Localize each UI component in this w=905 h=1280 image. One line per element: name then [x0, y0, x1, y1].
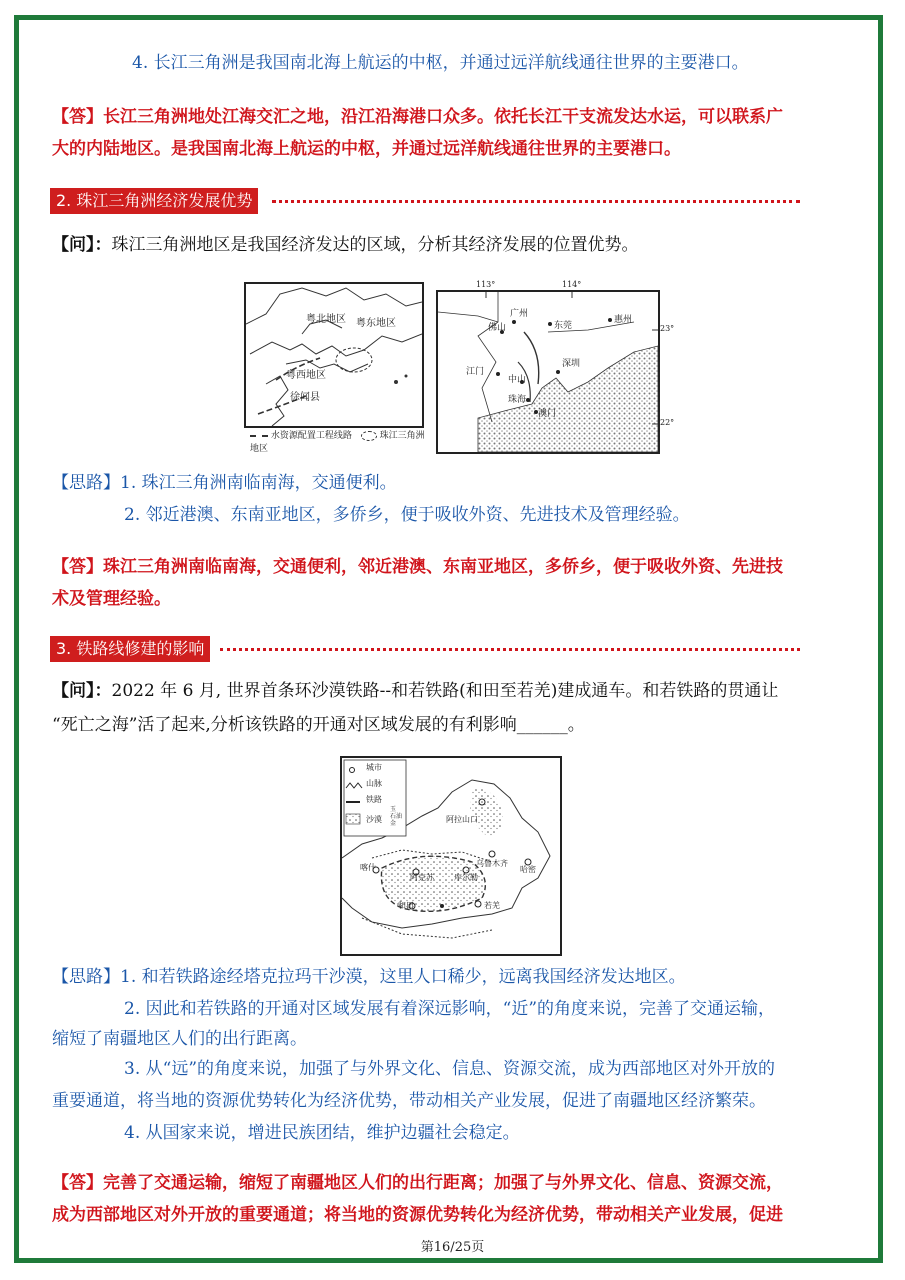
- section-2-header: [50, 188, 855, 214]
- city-label: 库尔勒: [454, 873, 478, 882]
- section3-thinking-1: 【思路】1. 和若铁路途经塔克拉玛干沙漠，这里人口稀少，远离我国经济发达地区。: [52, 967, 686, 987]
- answer1-line2: 大的内陆地区。是我国南北海上航运的中枢，并通过远洋航线通往世界的主要港口。: [52, 139, 681, 159]
- answer-tag: 【答】: [52, 1173, 103, 1193]
- section3-thinking-3a: 3. 从“远”的角度来说，加强了与外界文化、信息、资源交流，成为西部地区对外开放的: [124, 1059, 776, 1079]
- legend-item: 珠江三角洲地区: [250, 431, 425, 454]
- lat-label: 22°: [660, 418, 675, 427]
- lon-label: 113°: [476, 280, 496, 289]
- section-3-title: 3. 铁路线修建的影响: [50, 636, 210, 662]
- section-3-header: [50, 636, 855, 662]
- answer-tag: 【答】: [52, 107, 103, 127]
- city-label: 乌鲁木齐: [476, 859, 508, 868]
- city-label: 澳门: [538, 409, 557, 419]
- section3-thinking-4: 4. 从国家来说，增进民族团结，维护边疆社会稳定。: [124, 1123, 520, 1143]
- xinjiang-map: [340, 756, 562, 956]
- map-label: 粤西地区: [286, 370, 326, 381]
- legend-label: 山脉: [366, 779, 382, 788]
- item-4: 4. 长江三角洲是我国南北海上航运的中枢，并通过远洋航线通往世界的主要港口。: [132, 53, 749, 73]
- city-label: 惠州: [614, 315, 633, 325]
- lat-label: 23°: [660, 324, 675, 333]
- city-label: 佛山: [488, 323, 507, 333]
- section3-question-line2: “死亡之海”活了起来,分析该铁路的开通对区域发展的有利影响______。: [52, 715, 585, 735]
- answer-tag: 【答】: [52, 557, 103, 577]
- section3-thinking-3b: 重要通道，将当地的资源优势转化为经济优势，带动相关产业发展，促进了南疆地区经济繁荣。: [52, 1091, 766, 1111]
- section2-thinking-2: 2. 邻近港澳、东南亚地区，多侨乡，便于吸收外资、先进技术及管理经验。: [124, 505, 690, 525]
- legend-resources: 玉 石油 金: [390, 806, 403, 827]
- city-label: 若羌: [484, 901, 500, 910]
- section2-thinking-1: 【思路】1. 珠江三角洲南临南海，交通便利。: [52, 473, 397, 493]
- prd-map: [436, 280, 675, 454]
- city-label: 阿拉山口: [446, 815, 478, 824]
- legend-label: 沙漠: [366, 815, 382, 824]
- map-legend: [250, 428, 426, 454]
- section-divider: [272, 200, 800, 203]
- section3-answer-line1: 【答】完善了交通运输，缩短了南疆地区人们的出行距离；加强了与外界文化、信息、资源交流，: [52, 1173, 783, 1193]
- city-label: 珠海: [508, 395, 527, 405]
- city-label: 中山: [508, 375, 527, 385]
- legend-label: 城市: [366, 763, 382, 772]
- guangdong-map: [244, 282, 424, 428]
- section2-answer-line2: 术及管理经验。: [52, 589, 171, 609]
- page-number: 第16/25页: [420, 1240, 485, 1255]
- city-label: 东莞: [554, 321, 573, 331]
- section3-answer-line2: 成为西部地区对外开放的重要通道；将当地的资源优势转化为经济优势，带动相关产业发展，促进: [52, 1205, 783, 1225]
- section3-thinking-2a: 2. 因此和若铁路的开通对区域发展有着深远影响，“近”的角度来说，完善了交通运输，: [124, 999, 776, 1019]
- city-label: 江门: [466, 367, 485, 377]
- city-label: 和田: [398, 901, 414, 910]
- city-label: 阿克苏: [410, 873, 434, 882]
- map-label: 徐闻县: [290, 392, 320, 403]
- map-label: 粤东地区: [356, 318, 396, 329]
- section3-thinking-2b: 缩短了南疆地区人们的出行距离。: [52, 1029, 307, 1049]
- section2-question: 【问】：珠江三角洲地区是我国经济发达的区域，分析其经济发展的位置优势。: [52, 235, 639, 255]
- map-label: 粤北地区: [306, 314, 346, 325]
- thinking-tag: 【思路】: [52, 473, 120, 493]
- section2-answer-line1: 【答】珠江三角洲南临南海，交通便利，邻近港澳、东南亚地区，多侨乡，便于吸收外资、先进技: [52, 557, 783, 577]
- answer1-line1: 【答】长江三角洲地处江海交汇之地，沿江沿海港口众多。依托长江干支流发达水运，可以联系广: [52, 107, 783, 127]
- legend-item: 水资源配置工程线路: [270, 431, 352, 441]
- section-2-title: 2. 珠江三角洲经济发展优势: [50, 188, 258, 214]
- lon-label: 114°: [562, 280, 582, 289]
- city-label: 深圳: [562, 359, 581, 369]
- section-divider: [220, 648, 800, 651]
- city-label: 哈密: [520, 865, 536, 874]
- city-label: 广州: [510, 309, 529, 319]
- section3-question-line1: 【问】：2022 年 6 月, 世界首条环沙漠铁路--和若铁路(和田至若羌)建成通车。和若铁路的贯通让: [52, 681, 779, 701]
- city-label: 喀什: [360, 863, 376, 872]
- legend-label: 铁路: [366, 795, 382, 804]
- thinking-tag: 【思路】: [52, 967, 120, 987]
- guangdong-map-drawing: [246, 284, 422, 426]
